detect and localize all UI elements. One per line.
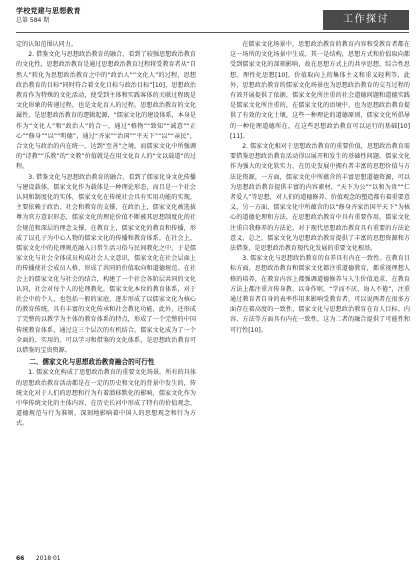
issue-number: 总第 584 期 xyxy=(16,17,50,24)
header-divider xyxy=(16,32,409,33)
right-column xyxy=(230,40,410,336)
paragraph: 在儒家文化场景中，思想政治教育的教育内容和受教育者都在这一场所的文化场景中生成。其一是结构，思想方式和价值取向都受到儒家文化的深刻影响，故在思想方式上的共享思想，综合性思想、理性化思想[10]，价值取向上的集体主义和重义轻利等，此外，思想政治教育的儒家文化场景也为思想政治教育的交互过程的有效开展提供了依据，儒家文化所注重的社会道德问题和道德实践是儒家文化所注重的，在儒家文化的语境中，也为思想政治教育提供了有效的文化土壤，这些一种理论的道德原则，儒家文化所倡导的一种伦理道德所在，在这些思想政治教育可以运行的基础[10][11]。 xyxy=(230,41,410,140)
section-label: 工作探讨 xyxy=(323,10,409,30)
paragraph: 3. 借鉴文化与思想政治教育的融合，看到了儒家化身文化传播与建设载体，儒家文化作为载体是一种理论形态，而且是一个社会认同和制度化的实体，儒家文化在传统社会具有实用功能的实现，主要依赖于政治、社会和教育的支撑，在政治上，儒家文化被选拔尊为官方意识形态，儒家文化的理论价值不断被其思想制度化的社会规范和深层的理念支撑，在教育上，儒家文化的教育和传播，形成了以孔子为中心人物的儒家文化的传播和教育体系。在社会上，儒家文化中的伦理规范融入日常生活习俗与民间教化之中，于是儒家文化与社会全体成员构成社会人文意识，儒家文化在社会层面上的传播使社会成员人格，形成了共同的价值取向和道德规范。在社会上的儒家文化与社会的结合，构建了一个社会各阶层共同的文化认同，社会对每个人的伦理教化，儒家文化本位的教育体系，对于社会中的个人，也包括一般的家庭，逐步形成了以儒家文化为核心的教育传统，具有丰富的文化传承和社会教化功能，此外，还形成了完整的以教学为主体的教育体系的特点，形成了一个完整的中国传统教育体系，通过这三个层次的有机结合，儒家文化成为了一个全面的、实用的、可以学习和借鉴的文化体系，是思想政治教育可以借鉴的宝贵资源。 xyxy=(16,173,196,355)
running-header xyxy=(16,7,81,25)
paragraph: 3. 儒家文化与思想政治教育的育养具有内在一致性。在教育目标方面，思想政治教育和儒家文化都注重道德教育，都重视理想人格的培养，在教育内容上都强调道德修养与人生价值追求，在教育方法上都注重言传身教、以身作则，“学而不厌，诲人不倦”，注重通过教育者自身的表率作用来影响受教育者，可以说两者在很多方面存在着高度的一致性，儒家文化与思想政治教育在育人目标、内容、方法等方面具有内在一致性，这为二者的融合提供了可能性和可行性[10]。 xyxy=(230,255,410,334)
paragraph: 1. 儒家文化构成了思想政治教育的重要文化场景。所有的具体的思想政治教育活动都是在一定的历史和文化的背景中发生的，传统文化对于人们的思想和行为有着潜移默化的影响，儒家文化作为中华传统文化的主体内容，在历史长河中形成了特有的价值观念、道德规范与行为准则，深刻地影响着中国人的思想观念和行为方式。 xyxy=(16,369,196,428)
page-footer xyxy=(16,555,61,562)
page-number: 66 xyxy=(16,555,25,562)
journal-name: 学校党建与思想教育 xyxy=(16,7,81,15)
paragraph: 2. 借鉴文化与思想政治教育的融合，看到了较强思想政治教育的文化性，思想政治教育是通过思想政治教育过程将受教育者从“自然人”转化为思想政治教育之中的“政治人”“文化人”的过程，思想政治教育的目标“同时符合着文化目标与政治目标”[10]，思想政治教育作为特殊的文化活动，使受到主体和实践客体的关联过程既是文化形象的传递过程，也是文化育人的过程，思想政治教育的文化属性，是思想政治教育的逻辑起源，“儒家文化的建设体系，本身是作为“文化人”和“政治人”的合一，通过“格物”“致知”“诚意”“正心”“修身”“以”“明德”，通过“齐家”“治国”“平天下”“以”“亲民”，合文化与政治的内在统一，达到“至善”之境，而儒家文化中所强调的“诗教”“乐教”的“文教”价值就是在用文化育人的“文以载道”的过程。 xyxy=(16,51,196,171)
issue-date: 2018·01 xyxy=(35,555,61,562)
paragraph: 2. 儒家文化相对于思想政治教育的重要价值，思想政治教育需要借鉴思想政治教育活动得以展开和发生的基础性问题，儒家文化作为强大的文化软实力，在历史发展中拥有者丰富的思想价值与方法论资源，一方面，儒家文化中所蕴含的丰富思想道德资源，可以为思想政治教育提供丰富的内容素材，“天下为公”“以和为贵”“仁者爱人”等思想，对人们的道德修养、价值观念的塑造都有着重要意义，另一方面，儒家文化中所蕴含的以“修身齐家治国平天下”为核心的道德伦理和方法，在思想政治教育中具有重要作用，儒家文化注重自我修养的方法论，对于现代思想政治教育具有重要的方法论意义，总之，儒家文化为思想政治教育提供了丰富的思想资源和方法借鉴，是思想政治教育现代化发展的重要文化根基。 xyxy=(230,143,410,253)
section-title: 二、儒家文化与思想政治教育融合的可行性 xyxy=(29,358,155,367)
paragraph: 定的认知范围认同力。 xyxy=(16,41,77,48)
left-column xyxy=(16,40,196,430)
